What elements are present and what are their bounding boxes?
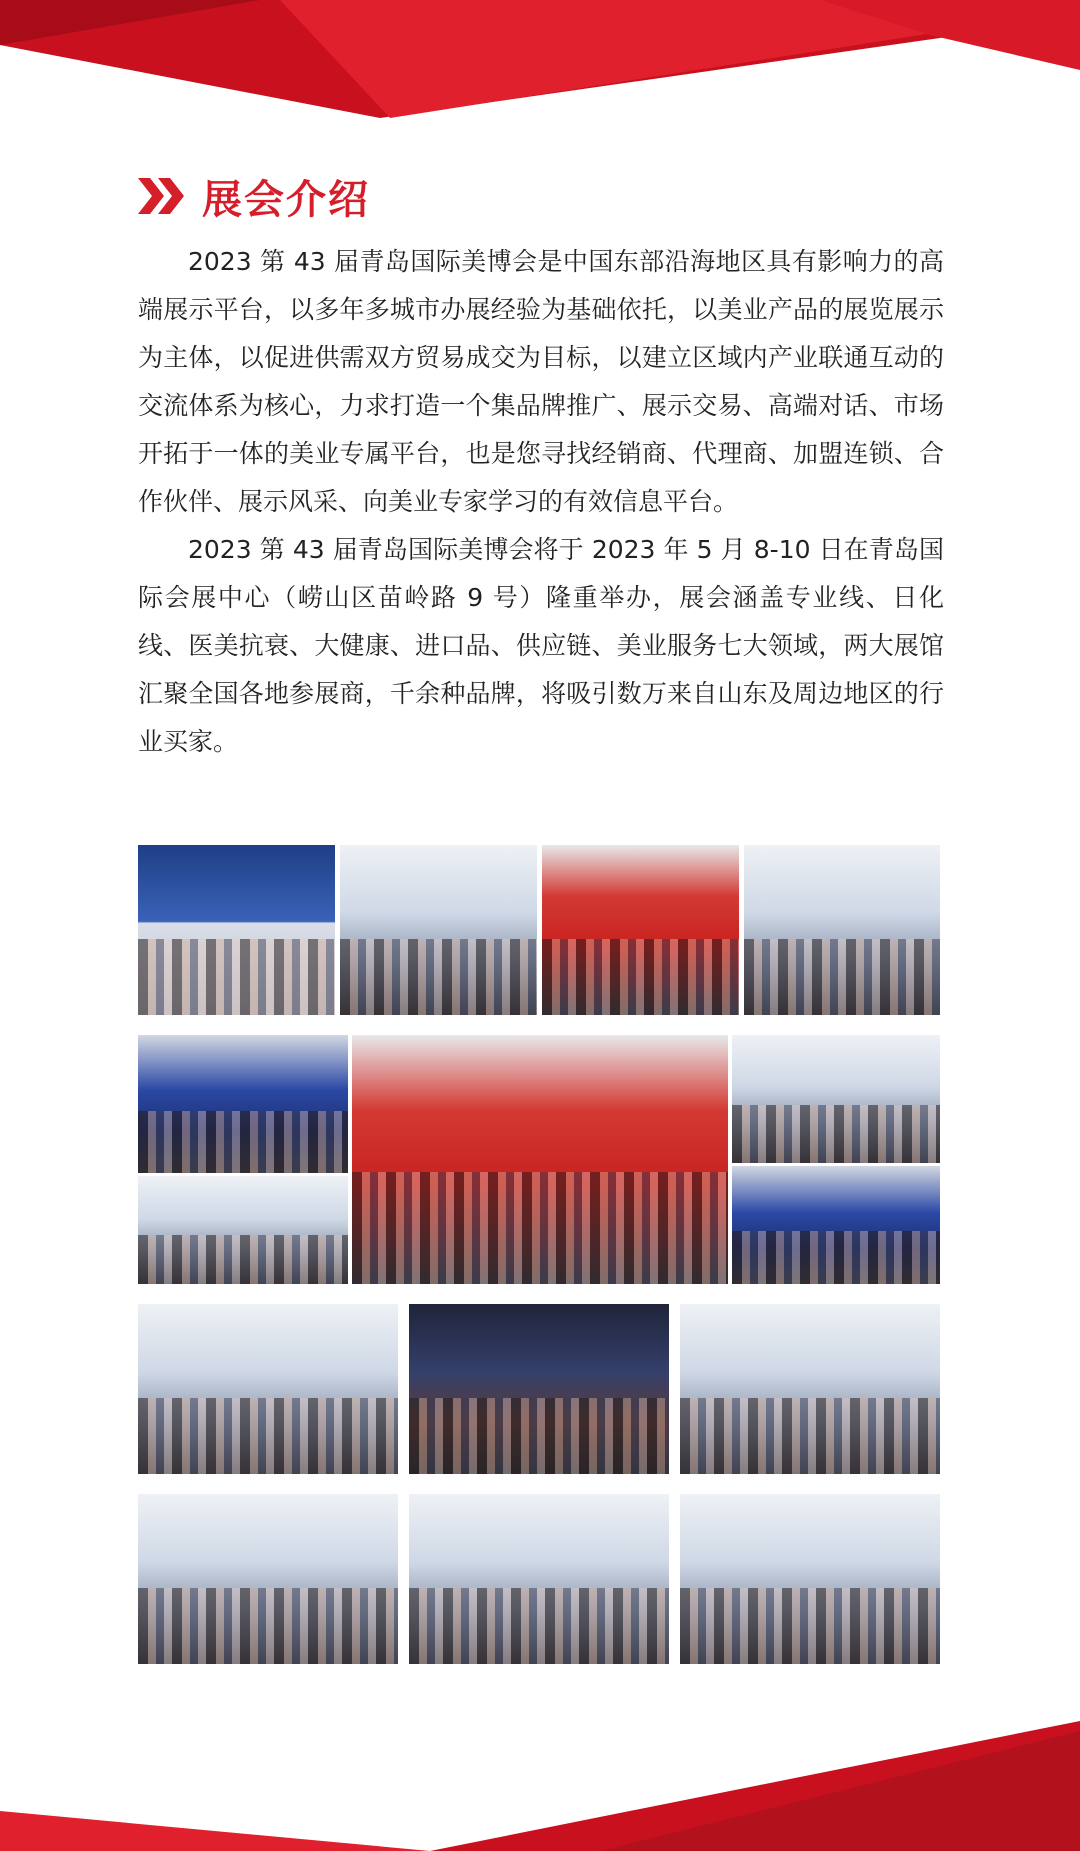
intro-text xyxy=(138,238,944,766)
photo-competition xyxy=(732,1166,940,1284)
photo-exhibition-11 xyxy=(409,1494,669,1664)
top-red-banner xyxy=(0,0,1080,130)
photo-exhibition-1 xyxy=(138,845,335,1015)
photo-exhibition-12 xyxy=(680,1494,940,1664)
bottom-red-banner xyxy=(0,1701,1080,1851)
photo-exhibition-8 xyxy=(409,1304,669,1474)
photo-exhibition-4 xyxy=(744,845,940,1015)
photo-exhibition-5 xyxy=(138,1176,348,1284)
photo-exhibition-10 xyxy=(138,1494,398,1664)
intro-paragraph-1: 2023 第 43 届青岛国际美博会是中国东部沿海地区具有影响力的高端展示平台，以多年多城市办展经验为基础依托，以美业产品的展览展示为主体，以促进供需双方贸易成交为目标，以建立区域内产业联通互动的交流体系为核心，力求打造一个集品牌推广、展示交易、高端对话、市场开拓于一体的美业专属平台，也是您寻找经销商、代理商、加盟连锁、合作伙伴、展示风采、向美业专家学习的有效信息平台。 xyxy=(138,247,944,516)
intro-paragraph-2: 2023 第 43 届青岛国际美博会将于 2023 年 5 月 8-10 日在青岛国际会展中心（崂山区苗岭路 9 号）隆重举办，展会涵盖专业线、日化线、医美抗衰、大健康、进口品、供应链、美业服务七大领域，两大展馆汇聚全国各地参展商，千余种品牌，将吸引数万来自山东及周边地区的行业买家。 xyxy=(138,535,944,756)
double-chevron-icon xyxy=(138,176,186,216)
photo-exhibition-6 xyxy=(732,1035,940,1163)
photo-exhibition-7 xyxy=(138,1304,398,1474)
photo-forum-stage xyxy=(138,1035,348,1173)
photo-opening-ceremony xyxy=(352,1035,728,1284)
section-header xyxy=(138,168,370,224)
photo-exhibition-9 xyxy=(680,1304,940,1474)
photo-exhibition-2 xyxy=(340,845,537,1015)
section-title: 展会介绍 xyxy=(202,176,370,223)
photo-exhibition-3 xyxy=(542,845,739,1015)
